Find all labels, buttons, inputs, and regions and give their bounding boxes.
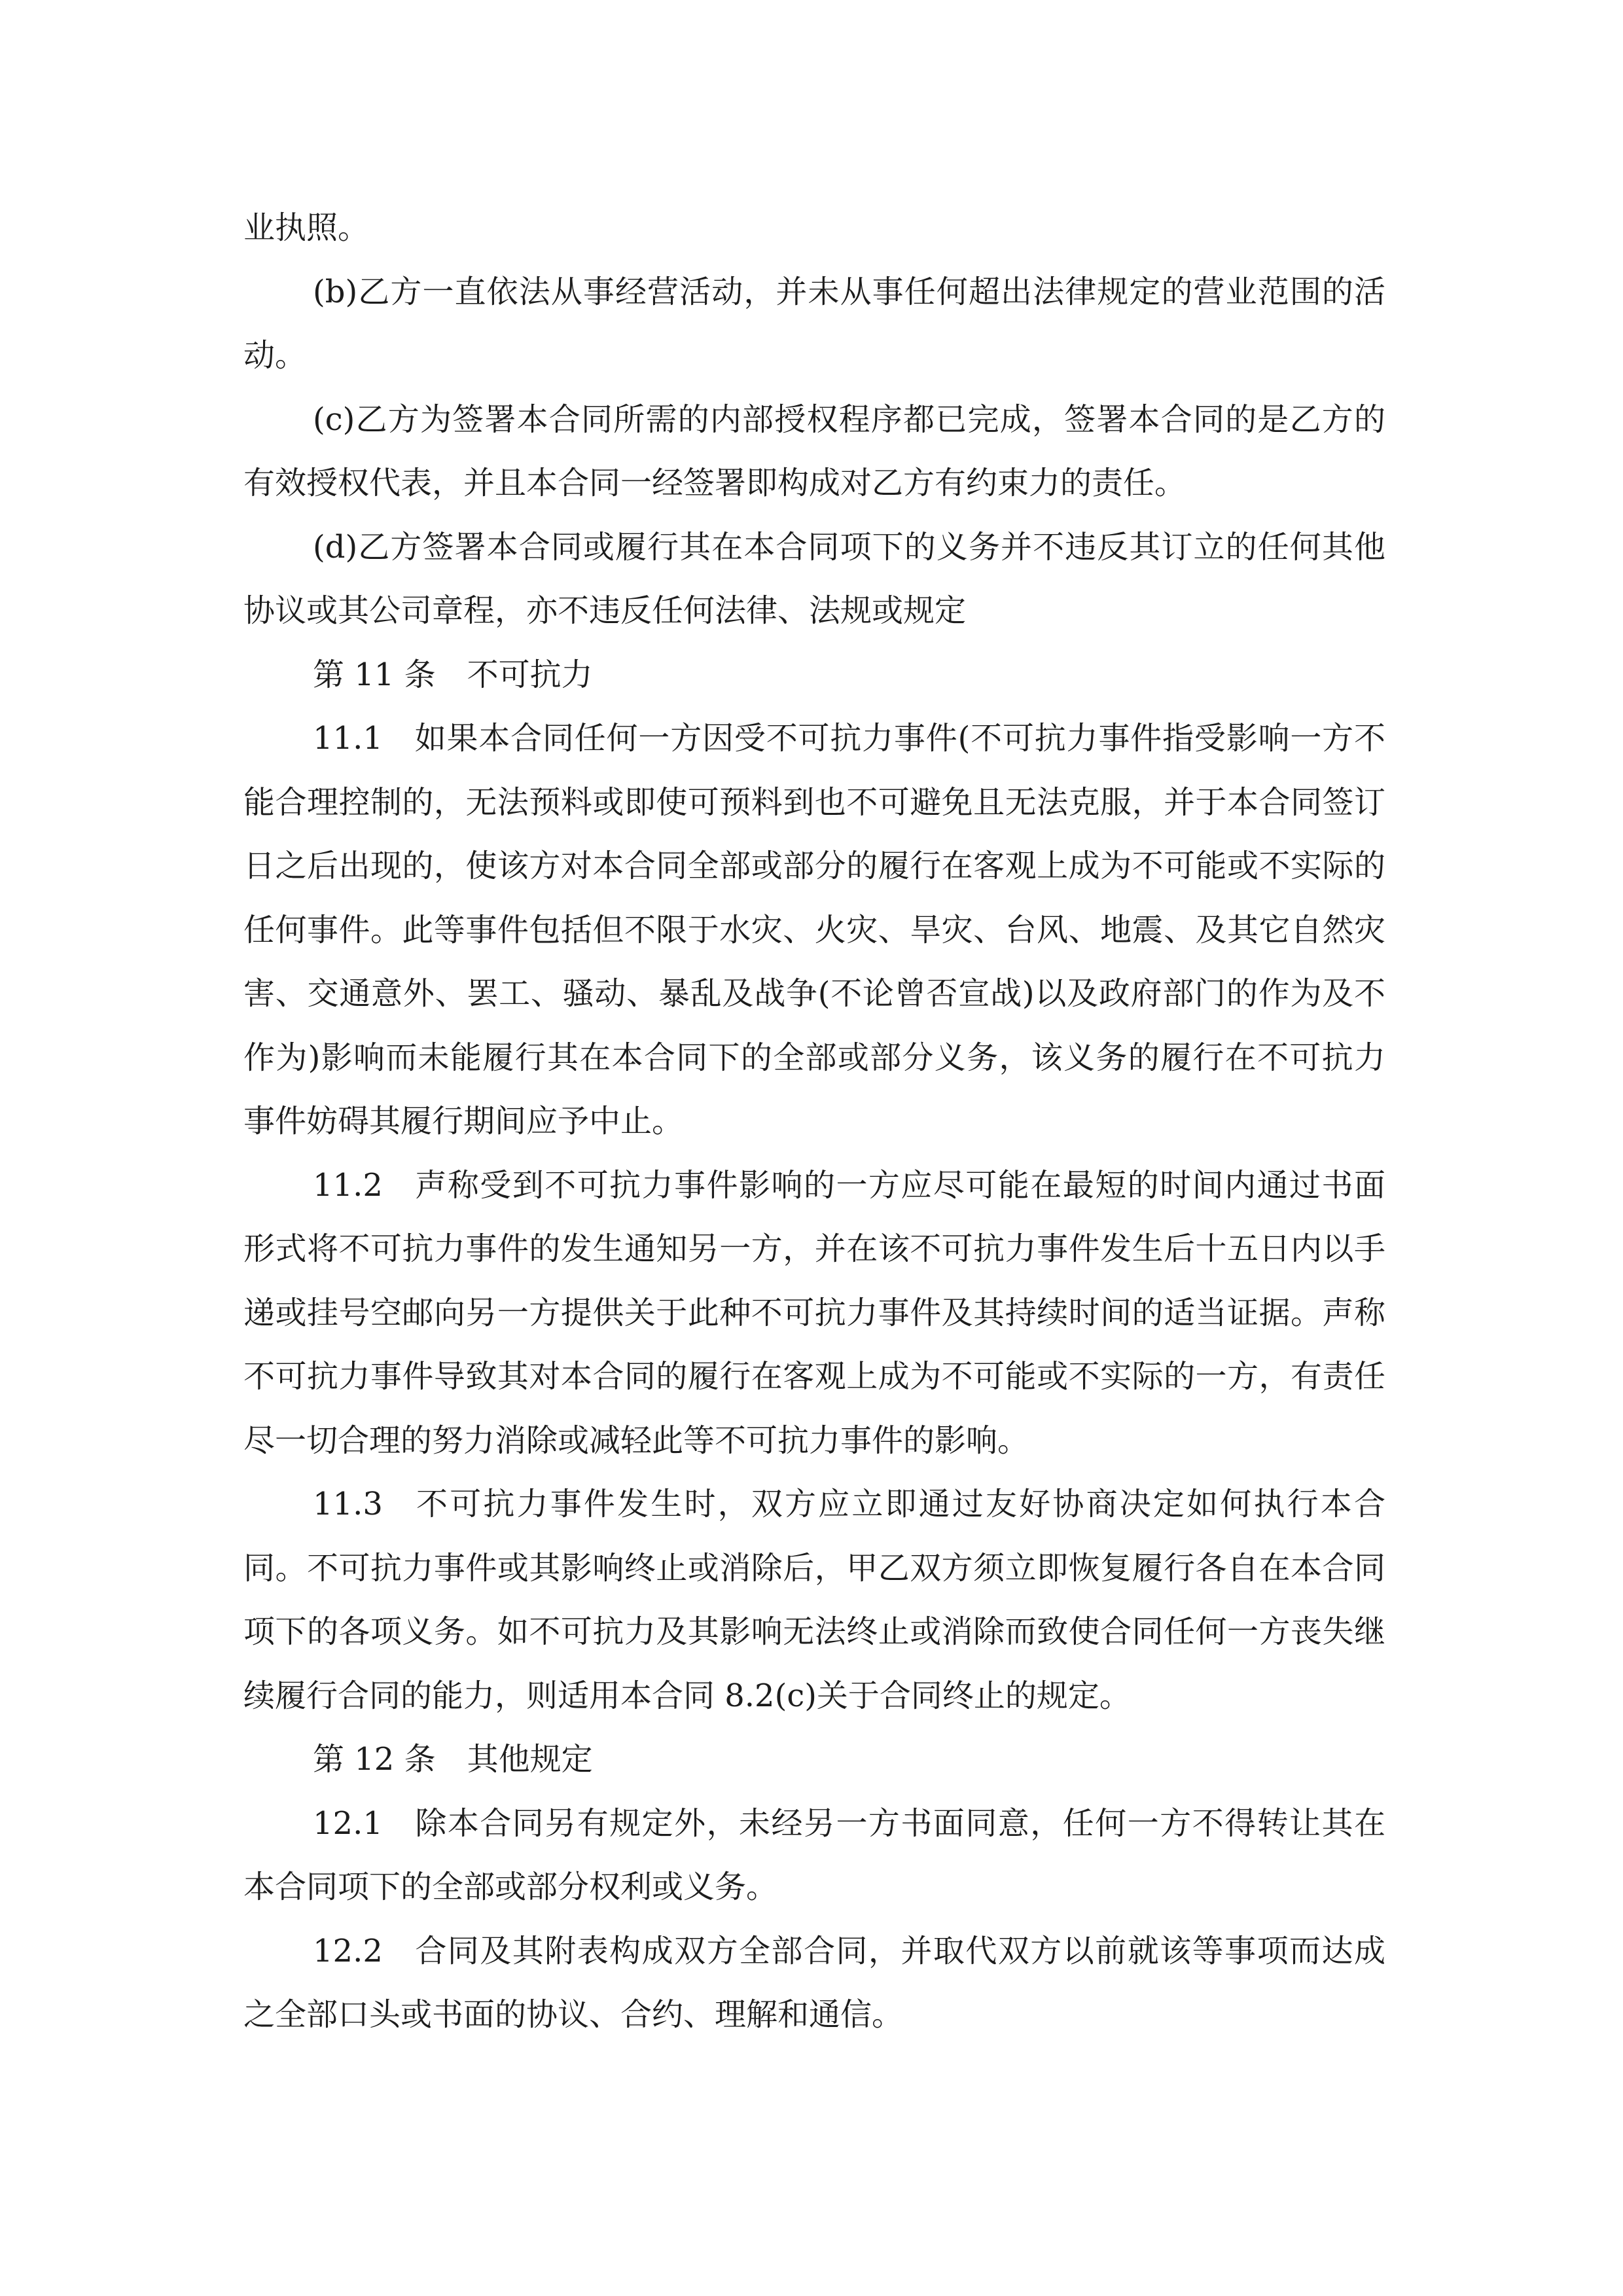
- article-12-heading: [243, 1728, 1385, 1792]
- article-title: 不可抗力: [467, 656, 593, 693]
- clause-number: 12.1: [313, 1804, 383, 1842]
- clause-12-1: [243, 1792, 1385, 1920]
- contract-body: [243, 196, 1385, 2047]
- paragraph-text: (b)乙方一直依法从事经营活动，并未从事任何超出法律规定的营业范围的活动。: [243, 273, 1385, 374]
- clause-text: 声称受到不可抗力事件影响的一方应尽可能在最短的时间内通过书面形式将不可抗力事件的发生通知另一方，并在该不可抗力事件发生后十五日内以手递或挂号空邮向另一方提供关于此种不可抗力事件及其持续时间的适当证据。声称不可抗力事件导致其对本合同的履行在客观上成为不可能或不实际的一方，有责任尽一切合理的努力消除或减轻此等不可抗力事件的影响。: [243, 1166, 1385, 1459]
- paragraph-text: 业执照。: [243, 209, 370, 246]
- paragraph-continuation: [243, 196, 1385, 260]
- paragraph-item-b: [243, 260, 1385, 388]
- article-number: 第 12 条: [313, 1741, 436, 1778]
- clause-number: 11.3: [313, 1486, 383, 1522]
- clause-11-1: [243, 707, 1385, 1154]
- paragraph-text: (c)乙方为签署本合同所需的内部授权程序都已完成，签署本合同的是乙方的有效授权代表，并且本合同一经签署即构成对乙方有约束力的责任。: [243, 401, 1385, 501]
- clause-text: 如果本合同任何一方因受不可抗力事件(不可抗力事件指受影响一方不能合理控制的，无法预料或即使可预料到也不可避免且无法克服，并于本合同签订日之后出现的，使该方对本合同全部或部分的履行在客观上成为不可能或不实际的任何事件。此等事件包括但不限于水灾、火灾、旱灾、台风、地震、及其它自然灾害、交通意外、罢工、骚动、暴乱及战争(不论曾否宣战)以及政府部门的作为及不作为)影响而未能履行其在本合同下的全部或部分义务，该义务的履行在不可抗力事件妨碍其履行期间应予中止。: [243, 720, 1385, 1139]
- clause-11-3: [243, 1473, 1385, 1728]
- clause-number: 11.2: [313, 1166, 383, 1204]
- paragraph-text: (d)乙方签署本合同或履行其在本合同项下的义务并不违反其订立的任何其他协议或其公司章程，亦不违反任何法律、法规或规定: [243, 528, 1385, 629]
- article-11-heading: [243, 643, 1385, 708]
- paragraph-item-c: [243, 388, 1385, 516]
- paragraph-item-d: [243, 516, 1385, 643]
- clause-11-2: [243, 1154, 1385, 1473]
- clause-text: 不可抗力事件发生时，双方应立即通过友好协商决定如何执行本合同。不可抗力事件或其影响终止或消除后，甲乙双方须立即恢复履行各自在本合同项下的各项义务。如不可抗力及其影响无法终止或消除而致使合同任何一方丧失继续履行合同的能力，则适用本合同 8.2(c)关于合同终止的规定。: [243, 1486, 1385, 1714]
- article-number: 第 11 条: [313, 656, 436, 693]
- clause-number: 12.2: [313, 1932, 383, 1969]
- clause-text: 合同及其附表构成双方全部合同，并取代双方以前就该等事项而达成之全部口头或书面的协议、合约、理解和通信。: [243, 1932, 1385, 2033]
- article-title: 其他规定: [467, 1741, 593, 1778]
- clause-text: 除本合同另有规定外，未经另一方书面同意，任何一方不得转让其在本合同项下的全部或部分权利或义务。: [243, 1804, 1385, 1905]
- clause-12-2: [243, 1920, 1385, 2047]
- clause-number: 11.1: [313, 720, 383, 757]
